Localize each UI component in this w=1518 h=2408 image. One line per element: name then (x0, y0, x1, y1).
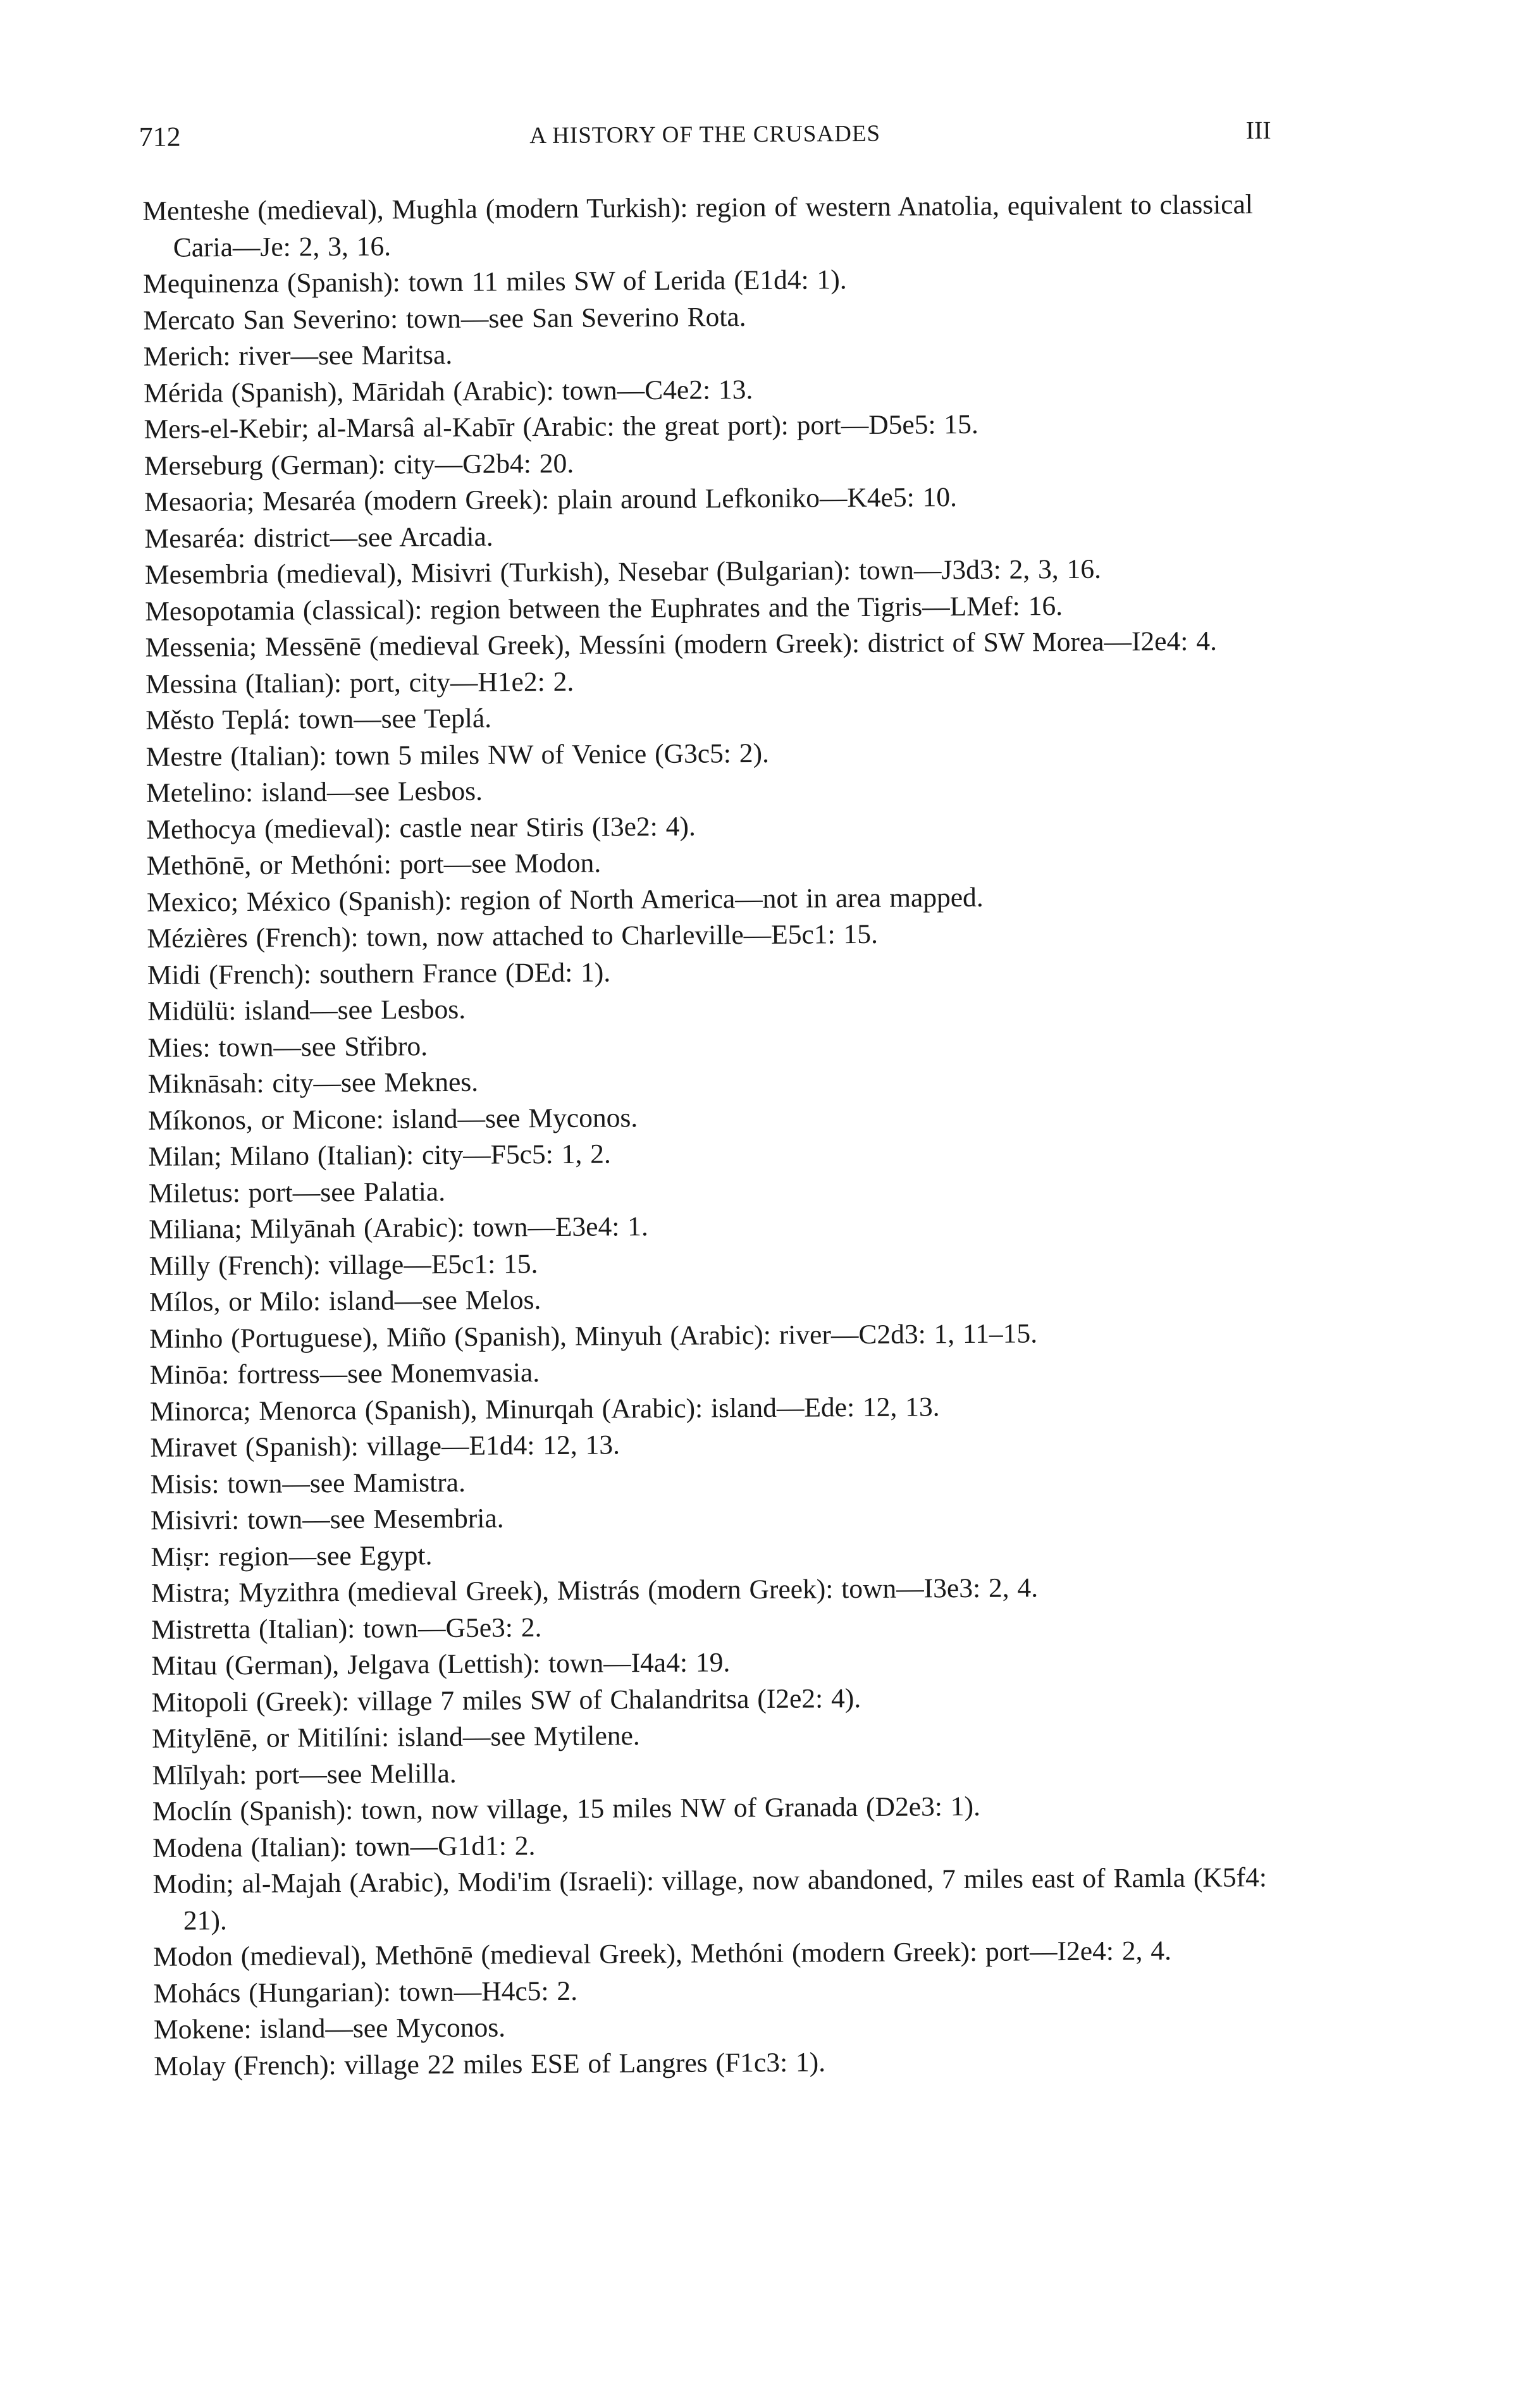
gazetteer-entry: Mistretta (Italian): town—G5e3: 2. (151, 1612, 542, 1645)
gazetteer-entry: Mitopoli (Greek): village 7 miles SW of Chalandritsa (I2e2: 4). (151, 1683, 861, 1718)
gazetteer-entry: Modena (Italian): town—G1d1: 2. (152, 1830, 536, 1863)
gazetteer-entry: Mesembria (medieval), Misivri (Turkish), Nesebar (Bulgarian): town—J3d3: 2, 3, 16. (144, 553, 1102, 590)
gazetteer-entry: Mestre (Italian): town 5 miles NW of Venice (G3c5: 2). (145, 738, 770, 772)
gazetteer-entry: Mies: town—see Střibro. (147, 1030, 428, 1063)
page-number: 712 (139, 121, 181, 152)
gazetteer-entry: Mitau (German), Jelgava (Lettish): town—I4a4: 19. (151, 1647, 731, 1681)
gazetteer-entry: Molay (French): village 22 miles ESE of Langres (F1c3: 1). (154, 2046, 826, 2082)
gazetteer-entry: Modon (medieval), Methōnē (medieval Greek), Methóni (modern Greek): port—I2e4: 2, 4. (153, 1936, 1172, 1972)
gazetteer-entry: Miṣr: region—see Egypt. (151, 1540, 433, 1572)
gazetteer-entry: Methōnē, or Methóni: port—see Modon. (146, 848, 602, 881)
gazetteer-entry: Mézières (French): town, now attached to Charleville—E5c1: 15. (147, 918, 879, 954)
gazetteer-entry: Messina (Italian): port, city—H1e2: 2. (145, 666, 574, 700)
gazetteer-entry: Mlīlyah: port—see Melilla. (152, 1758, 457, 1791)
volume-number: III (1245, 116, 1271, 145)
gazetteer-entry: Modin; al-Majah (Arabic), Modi'im (Israeli): village, now abandoned, 7 miles east of Ramla (K5f4: 21). (152, 1862, 1267, 1936)
gazetteer-entry: Merseburg (German): city—G2b4: 20. (144, 448, 574, 481)
gazetteer-entry: Mexico; México (Spanish): region of North America—not in area mapped. (146, 882, 984, 918)
gazetteer-entry: Menteshe (medieval), Mughla (modern Turkish): region of western Anatolia, equivalent to classical Caria—Je: 2, 3, 16. (142, 189, 1254, 263)
gazetteer-entry: Metelino: island—see Lesbos. (145, 775, 483, 808)
gazetteer-entry: Mílos, or Milo: island—see Melos. (149, 1285, 541, 1318)
gazetteer-entry: Mistra; Myzithra (medieval Greek), Mistrás (modern Greek): town—I3e3: 2, 4. (151, 1572, 1039, 1608)
gazetteer-entry: Město Teplá: town—see Teplá. (145, 703, 492, 736)
gazetteer-entry: Misivri: town—see Mesembria. (150, 1503, 504, 1536)
gazetteer-entry: Messenia; Messēnē (medieval Greek), Messíni (modern Greek): district of SW Morea—I2e4: 4. (145, 626, 1218, 663)
gazetteer-entry: Mokene: island—see Myconos. (153, 2012, 506, 2045)
gazetteer-entry: Mitylēnē, or Mitilíni: island—see Mytilene. (152, 1720, 640, 1754)
gazetteer-entry-list (142, 187, 1292, 2085)
gazetteer-entry: Miknāsah: city—see Meknes. (147, 1066, 479, 1099)
gazetteer-entry: Mérida (Spanish), Māridah (Arabic): town—C4e2: 13. (144, 374, 753, 409)
gazetteer-entry: Minōa: fortress—see Monemvasia. (149, 1357, 540, 1390)
gazetteer-entry: Methocya (medieval): castle near Stiris (I3e2: 4). (146, 811, 696, 845)
gazetteer-entry: Merich: river—see Maritsa. (143, 339, 453, 372)
gazetteer-entry: Midi (French): southern France (DEd: 1). (147, 956, 611, 991)
running-title: A HISTORY OF THE CRUSADES (529, 120, 881, 149)
gazetteer-entry: Miletus: port—see Palatia. (148, 1176, 446, 1209)
gazetteer-entry: Midülü: island—see Lesbos. (147, 994, 466, 1027)
gazetteer-entry: Milan; Milano (Italian): city—F5c5: 1, 2. (148, 1139, 611, 1172)
gazetteer-entry: Milly (French): village—E5c1: 15. (149, 1248, 538, 1281)
gazetteer-entry: Mers-el-Kebir; al-Marsâ al-Kabīr (Arabic: the great port): port—D5e5: 15. (144, 409, 978, 445)
gazetteer-entry: Moclín (Spanish): town, now village, 15 miles NW of Granada (D2e3: 1). (152, 1791, 981, 1827)
running-header (139, 114, 1271, 159)
gazetteer-entry: Mesopotamia (classical): region between the Euphrates and the Tigris—LMef: 16. (145, 590, 1063, 627)
gazetteer-entry: Mesaoria; Mesaréa (modern Greek): plain around Lefkoniko—K4e5: 10. (144, 482, 958, 517)
gazetteer-entry: Míkonos, or Micone: island—see Myconos. (148, 1102, 638, 1136)
gazetteer-entry: Mequinenza (Spanish): town 11 miles SW of Lerida (E1d4: 1). (142, 264, 847, 299)
gazetteer-entry: Minorca; Menorca (Spanish), Minurqah (Arabic): island—Ede: 12, 13. (149, 1391, 940, 1427)
gazetteer-entry: Mesaréa: district—see Arcadia. (144, 521, 493, 554)
gazetteer-entry: Misis: town—see Mamistra. (150, 1467, 466, 1500)
gazetteer-entry: Mohács (Hungarian): town—H4c5: 2. (153, 1975, 578, 2009)
gazetteer-entry: Miravet (Spanish): village—E1d4: 12, 13. (150, 1429, 620, 1463)
gazetteer-entry: Miliana; Milyānah (Arabic): town—E3e4: 1. (149, 1211, 648, 1245)
gazetteer-entry: Minho (Portuguese), Miño (Spanish), Minyuh (Arabic): river—C2d3: 1, 11–15. (149, 1318, 1038, 1354)
gazetteer-entry: Mercato San Severino: town—see San Severino Rota. (143, 301, 746, 336)
